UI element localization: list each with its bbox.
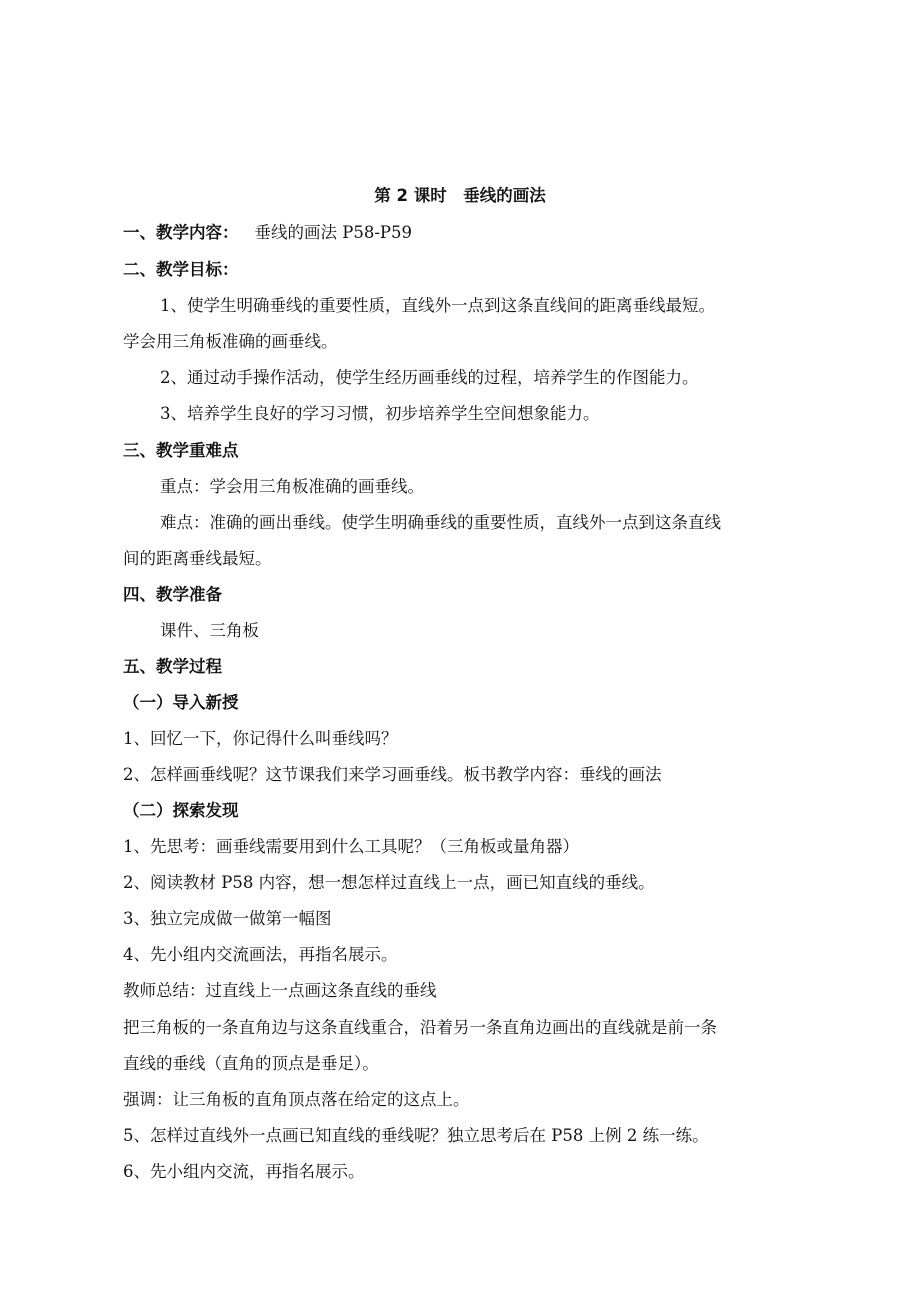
summary-detail-line-1: 把三角板的一条直角边与这条直线重合，沿着另一条直角边画出的直线就是前一条 — [123, 1018, 717, 1037]
explore-heading: （二）探索发现 — [123, 801, 239, 820]
key-point: 重点：学会用三角板准确的画垂线。 — [160, 477, 424, 496]
key-difficult-heading: 三、教学重难点 — [123, 441, 239, 460]
intro-heading: （一）导入新授 — [123, 693, 239, 712]
process-heading: 五、教学过程 — [123, 657, 222, 676]
teaching-content-line — [123, 222, 803, 244]
difficult-point-line-2: 间的距离垂线最短。 — [123, 549, 272, 568]
explore-step-5: 5、怎样过直线外一点画已知直线的垂线呢？独立思考后在 P58 上例 2 练一练。 — [123, 1126, 709, 1145]
objective-1-line-2: 学会用三角板准确的画垂线。 — [123, 332, 338, 351]
lesson-title: 第 2 课时 垂线的画法 — [374, 186, 546, 205]
preparation-heading: 四、教学准备 — [123, 585, 222, 604]
teacher-summary: 教师总结：过直线上一点画这条直线的垂线 — [123, 981, 437, 1000]
objectives-heading: 二、教学目标： — [123, 260, 239, 279]
objective-3: 3、培养学生良好的学习习惯，初步培养学生空间想象能力。 — [160, 404, 600, 423]
explore-step-1: 1、先思考：画垂线需要用到什么工具呢？（三角板或量角器） — [123, 837, 579, 856]
summary-detail-line-2: 直线的垂线（直角的顶点是垂足）。 — [123, 1054, 379, 1073]
explore-step-2: 2、阅读教材 P58 内容，想一想怎样过直线上一点，画已知直线的垂线。 — [123, 873, 655, 892]
difficult-point-line-1: 难点：准确的画出垂线。使学生明确垂线的重要性质，直线外一点到这条直线 — [160, 513, 721, 532]
emphasis-note: 强调：让三角板的直角顶点落在给定的这点上。 — [123, 1090, 470, 1109]
intro-step-1: 1、回忆一下，你记得什么叫垂线吗？ — [123, 729, 398, 748]
preparation-items: 课件、三角板 — [160, 621, 259, 640]
objective-2: 2、通过动手操作活动，使学生经历画垂线的过程，培养学生的作图能力。 — [160, 368, 699, 387]
explore-step-6: 6、先小组内交流，再指名展示。 — [123, 1162, 365, 1181]
objective-1-line-1: 1、使学生明确垂线的重要性质，直线外一点到这条直线间的距离垂线最短。 — [160, 296, 715, 315]
teaching-content-label: 一、教学内容： — [123, 223, 239, 242]
explore-step-4: 4、先小组内交流画法，再指名展示。 — [123, 945, 398, 964]
teaching-content-value: 垂线的画法 P58-P59 — [254, 223, 413, 242]
explore-step-3: 3、独立完成做一做第一幅图 — [123, 909, 332, 928]
intro-step-2: 2、怎样画垂线呢？这节课我们来学习画垂线。板书教学内容：垂线的画法 — [123, 765, 662, 784]
